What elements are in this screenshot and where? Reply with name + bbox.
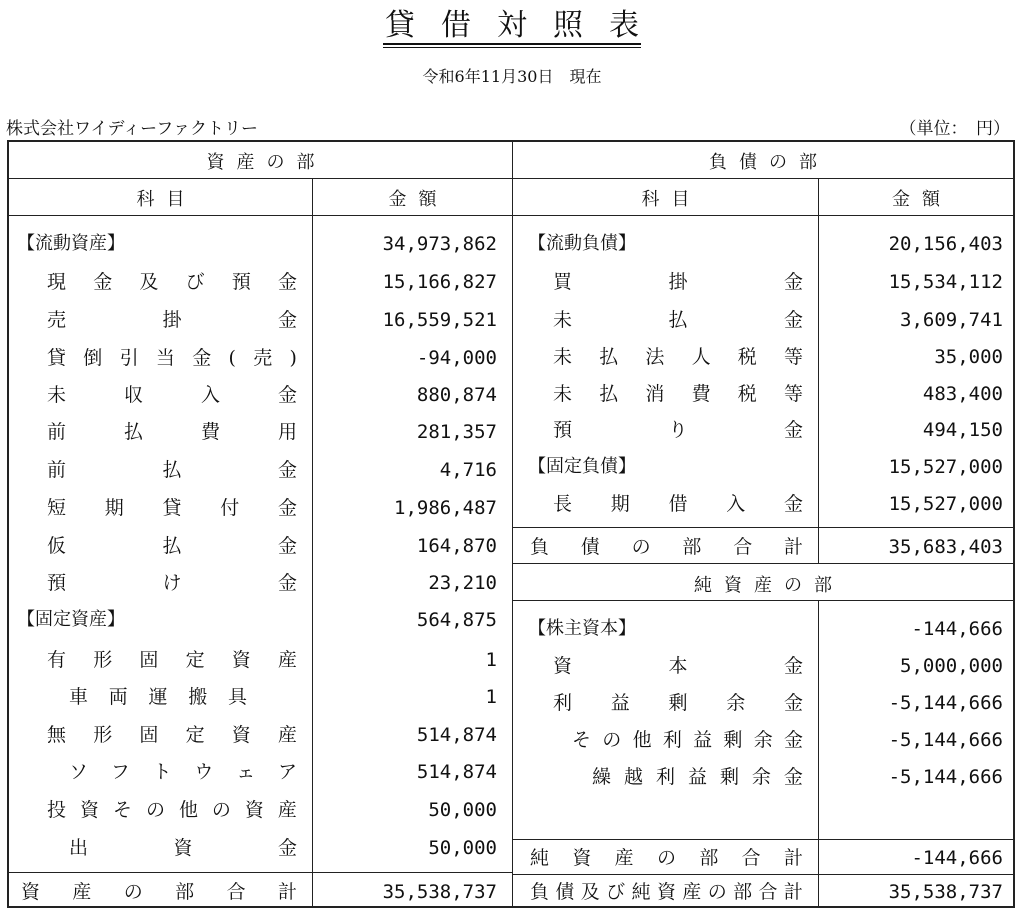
liab-net-total-amount: 35,538,737	[888, 881, 1003, 903]
liability-row-amount: 15,527,000	[888, 456, 1003, 478]
net-asset-row-amount: 5,000,000	[900, 655, 1003, 677]
asset-row-amount: 564,875	[416, 609, 497, 631]
net-total-bottom	[513, 874, 1013, 875]
liability-row-label: 買 掛 金	[553, 271, 803, 293]
net-asset-row-label: 繰 越 利 益 剰 余 金	[592, 766, 803, 788]
asset-row-label: 【固定資産】	[17, 609, 125, 630]
net-assets-total-amount: -144,666	[911, 847, 1003, 869]
asset-row-amount: 514,874	[416, 724, 497, 746]
asset-row-label: 貸 倒 引 当 金 ( 売 )	[47, 347, 297, 369]
liability-row-amount: 15,527,000	[888, 493, 1003, 515]
liability-row-amount: 35,000	[934, 346, 1003, 368]
liability-row-label: 預 り 金	[553, 419, 803, 441]
net-assets-section-header: 純資産の部	[694, 575, 844, 596]
asset-row-label: 前 払 金	[47, 459, 297, 481]
header-divider	[9, 178, 1013, 179]
header-divider-2	[9, 215, 1013, 216]
report-date: 令和6年11月30日 現在	[422, 67, 602, 86]
asset-row-amount: -94,000	[416, 347, 497, 369]
liability-row-amount: 483,400	[922, 383, 1003, 405]
liability-row-amount: 494,150	[922, 419, 1003, 441]
liabilities-section-header: 負債の部	[709, 152, 829, 173]
assets-total-top	[9, 872, 512, 873]
asset-row-amount: 34,973,862	[382, 233, 497, 255]
liab-net-total-label: 負 債 及 び 純 資 産 の 部 合 計	[530, 881, 803, 903]
title-underline	[383, 43, 641, 45]
net-asset-row-label: 【株主資本】	[528, 618, 636, 639]
asset-row-amount: 50,000	[428, 837, 497, 859]
asset-row-label: 出 資 金	[69, 837, 297, 859]
net-asset-row-label: 利 益 剰 余 金	[553, 692, 803, 714]
net-asset-row-label: 資 本 金	[553, 655, 803, 677]
asset-row-amount: 16,559,521	[382, 309, 497, 331]
asset-row-amount: 514,874	[416, 761, 497, 783]
asset-row-label: 仮 払 金	[47, 535, 297, 557]
asset-row-amount: 15,166,827	[382, 271, 497, 293]
liability-row-label: 未 払 法 人 税 等	[553, 346, 803, 368]
liability-row-label: 未 払 消 費 税 等	[553, 383, 803, 405]
net-total-top	[513, 839, 1013, 840]
liability-row-amount: 15,534,112	[888, 271, 1003, 293]
assets-total-amount: 35,538,737	[382, 881, 497, 903]
liab-amount-header: 金額	[892, 189, 952, 210]
assets-total-label: 資 産 の 部 合 計	[21, 881, 297, 903]
net-header-bottom	[513, 600, 1013, 601]
asset-row-label: 現 金 及 び 預 金	[47, 271, 297, 293]
asset-row-label: 【流動資産】	[17, 233, 125, 254]
liab-total-top	[513, 527, 1013, 528]
center-divider	[512, 142, 513, 906]
company-name: 株式会社ワイディーファクトリー	[6, 119, 258, 139]
net-asset-row-label: そ の 他 利 益 剰 余 金	[572, 729, 803, 751]
net-asset-row-amount: -5,144,666	[888, 729, 1003, 751]
liability-row-label: 【固定負債】	[528, 456, 636, 477]
title-underline-2	[383, 47, 641, 48]
liability-row-label: 長 期 借 入 金	[553, 493, 803, 515]
asset-row-label: 無 形 固 定 資 産	[47, 724, 297, 746]
liability-row-label: 未 払 金	[553, 309, 803, 331]
asset-row-label: 前 払 費 用	[47, 421, 297, 443]
document-title: 貸借対照表	[385, 8, 665, 43]
asset-row-amount: 1	[485, 649, 497, 671]
liabilities-total-amount: 35,683,403	[888, 536, 1003, 558]
liability-row-amount: 20,156,403	[888, 233, 1003, 255]
net-asset-row-amount: -144,666	[911, 618, 1003, 640]
net-asset-row-amount: -5,144,666	[888, 692, 1003, 714]
assets-section-header: 資産の部	[206, 152, 327, 173]
asset-row-amount: 1	[485, 686, 497, 708]
asset-row-amount: 164,870	[416, 535, 497, 557]
asset-row-amount: 281,357	[416, 421, 497, 443]
assets-amount-header: 金額	[388, 189, 449, 210]
asset-row-label: 未 収 入 金	[47, 384, 297, 406]
asset-row-amount: 1,986,487	[394, 497, 497, 519]
liab-total-bottom	[513, 563, 1013, 564]
liabilities-total-label: 負 債 の 部 合 計	[530, 536, 803, 558]
liab-item-header: 科目	[641, 189, 702, 210]
asset-row-label: 車 両 運 搬 具	[69, 686, 247, 708]
liability-row-label: 【流動負債】	[528, 233, 636, 254]
unit-label: （単位： 円）	[899, 119, 1010, 139]
balance-sheet-table	[7, 140, 1015, 908]
asset-row-label: ソ フ ト ウ ェ ア	[69, 761, 297, 783]
asset-row-amount: 880,874	[416, 384, 497, 406]
liability-row-amount: 3,609,741	[900, 309, 1003, 331]
asset-row-label: 短 期 貸 付 金	[47, 497, 297, 519]
net-assets-total-label: 純 資 産 の 部 合 計	[530, 847, 803, 869]
asset-row-label: 売 掛 金	[47, 309, 297, 331]
asset-row-label: 投 資 そ の 他 の 資 産	[47, 799, 297, 821]
asset-row-label: 有 形 固 定 資 産	[47, 649, 297, 671]
asset-row-amount: 50,000	[428, 799, 497, 821]
asset-row-amount: 4,716	[439, 459, 497, 481]
assets-item-header: 科目	[136, 189, 197, 210]
asset-row-label: 預 け 金	[47, 572, 297, 594]
net-asset-row-amount: -5,144,666	[888, 766, 1003, 788]
asset-row-amount: 23,210	[428, 572, 497, 594]
